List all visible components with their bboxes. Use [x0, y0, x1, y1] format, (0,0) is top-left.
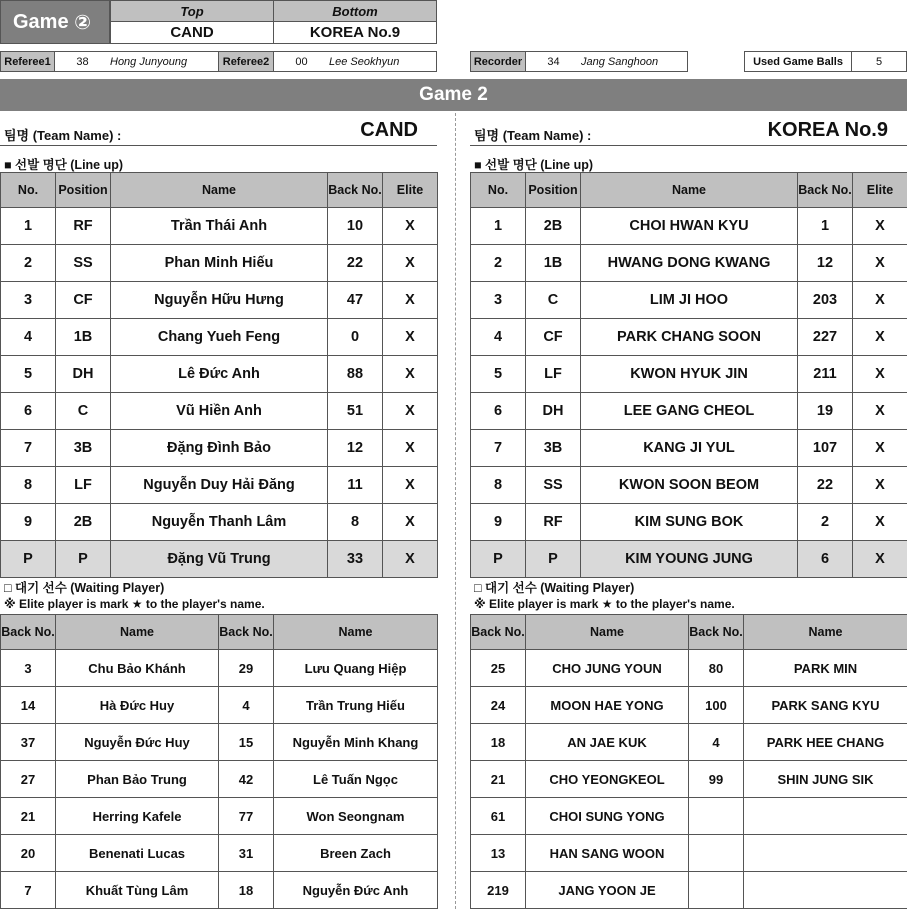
position: P — [56, 541, 111, 578]
col-back-no: Back No. — [219, 615, 274, 650]
col-name: Name — [526, 615, 689, 650]
col-back-no: Back No. — [1, 615, 56, 650]
batting-order: 9 — [1, 504, 56, 541]
batting-order: 3 — [471, 282, 526, 319]
player-name: Phan Bảo Trung — [56, 761, 219, 798]
batting-order: P — [471, 541, 526, 578]
referee1-no: 38 — [76, 55, 89, 68]
back-number: 1 — [798, 208, 853, 245]
back-number: 21 — [471, 761, 526, 798]
player-name: Phan Minh Hiếu — [111, 245, 328, 282]
waiting-row — [1, 872, 438, 909]
elite-mark: X — [853, 393, 907, 430]
lineup-row — [471, 541, 907, 578]
lineup-row — [1, 319, 438, 356]
position: C — [526, 282, 581, 319]
batting-order: 4 — [1, 319, 56, 356]
col-elite: Elite — [853, 173, 907, 208]
bottom-label: Bottom — [273, 0, 437, 22]
position: P — [526, 541, 581, 578]
col-position: Position — [526, 173, 581, 208]
elite-mark: X — [383, 356, 438, 393]
right-elite-note: ※ Elite player is mark ★ to the player's name. — [474, 597, 735, 611]
right-team-name: KOREA No.9 — [767, 119, 888, 141]
batting-order: 1 — [1, 208, 56, 245]
position: LF — [526, 356, 581, 393]
col-no: No. — [471, 173, 526, 208]
player-name: JANG YOON JE — [526, 872, 689, 909]
back-number: 61 — [471, 798, 526, 835]
back-number: 37 — [1, 724, 56, 761]
player-name: KWON HYUK JIN — [581, 356, 798, 393]
waiting-row — [471, 650, 907, 687]
batting-order: 9 — [471, 504, 526, 541]
back-number: 18 — [219, 872, 274, 909]
player-name: PARK CHANG SOON — [581, 319, 798, 356]
player-name: Lê Đức Anh — [111, 356, 328, 393]
elite-mark: X — [853, 245, 907, 282]
player-name: LEE GANG CHEOL — [581, 393, 798, 430]
player-name: Chang Yueh Feng — [111, 319, 328, 356]
lineup-row — [1, 356, 438, 393]
col-back-no: Back No. — [689, 615, 744, 650]
lineup-row — [1, 430, 438, 467]
player-name: MOON HAE YONG — [526, 687, 689, 724]
lineup-row — [1, 541, 438, 578]
player-name: Nguyễn Duy Hải Đăng — [111, 467, 328, 504]
elite-mark: X — [853, 467, 907, 504]
lineup-row — [1, 282, 438, 319]
player-name: Herring Kafele — [56, 798, 219, 835]
recorder-label: Recorder — [470, 51, 526, 72]
player-name: PARK MIN — [744, 650, 907, 687]
elite-mark: X — [383, 319, 438, 356]
back-number: 211 — [798, 356, 853, 393]
back-number: 27 — [1, 761, 56, 798]
player-name: AN JAE KUK — [526, 724, 689, 761]
elite-mark: X — [853, 208, 907, 245]
batting-order: 1 — [471, 208, 526, 245]
back-number: 227 — [798, 319, 853, 356]
back-number: 29 — [219, 650, 274, 687]
recorder-value — [525, 51, 688, 72]
top-label: Top — [110, 0, 274, 22]
elite-mark: X — [853, 282, 907, 319]
player-name: PARK SANG KYU — [744, 687, 907, 724]
player-name: KIM SUNG BOK — [581, 504, 798, 541]
left-team-name: CAND — [360, 119, 418, 141]
game-title — [0, 0, 110, 44]
top-team: CAND — [110, 21, 274, 44]
back-number: 22 — [798, 467, 853, 504]
recorder-no: 34 — [547, 55, 560, 68]
waiting-row — [1, 835, 438, 872]
batting-order: 3 — [1, 282, 56, 319]
back-number: 203 — [798, 282, 853, 319]
back-number: 4 — [219, 687, 274, 724]
back-number: 7 — [1, 872, 56, 909]
player-name: Lê Tuấn Ngọc — [274, 761, 438, 798]
batting-order: 6 — [471, 393, 526, 430]
elite-mark: X — [853, 504, 907, 541]
lineup-row — [1, 504, 438, 541]
back-number: 80 — [689, 650, 744, 687]
player-name: Won Seongnam — [274, 798, 438, 835]
waiting-row — [471, 798, 907, 835]
waiting-row — [1, 687, 438, 724]
position: SS — [526, 467, 581, 504]
back-number: 2 — [798, 504, 853, 541]
position: 2B — [526, 208, 581, 245]
lineup-row — [1, 393, 438, 430]
position: C — [56, 393, 111, 430]
position: SS — [56, 245, 111, 282]
player-name: Nguyễn Thanh Lâm — [111, 504, 328, 541]
batting-order: 7 — [471, 430, 526, 467]
position: 3B — [56, 430, 111, 467]
player-name — [744, 835, 907, 872]
referee2-no: 00 — [295, 55, 308, 68]
batting-order: 8 — [471, 467, 526, 504]
batting-order: 5 — [471, 356, 526, 393]
col-name: Name — [111, 173, 328, 208]
batting-order: 2 — [471, 245, 526, 282]
waiting-row — [471, 724, 907, 761]
player-name: KWON SOON BEOM — [581, 467, 798, 504]
elite-mark: X — [853, 356, 907, 393]
elite-mark: X — [853, 541, 907, 578]
back-number: 42 — [219, 761, 274, 798]
batting-order: 4 — [471, 319, 526, 356]
right-waiting-title: □ 대기 선수 (Waiting Player) — [474, 581, 635, 595]
waiting-row — [471, 835, 907, 872]
right-lineup-title: ■ 선발 명단 (Line up) — [474, 158, 594, 172]
left-elite-note: ※ Elite player is mark ★ to the player's name. — [4, 597, 265, 611]
position: RF — [526, 504, 581, 541]
col-back-no: Back No. — [328, 173, 383, 208]
left-lineup-title: ■ 선발 명단 (Line up) — [4, 158, 124, 172]
referee1-value — [54, 51, 219, 72]
lineup-row — [1, 245, 438, 282]
lineup-row — [471, 430, 907, 467]
player-name — [744, 872, 907, 909]
back-number: 107 — [798, 430, 853, 467]
back-number: 47 — [328, 282, 383, 319]
left-team-underline — [0, 145, 437, 146]
back-number: 77 — [219, 798, 274, 835]
lineup-row — [471, 319, 907, 356]
player-name: Lưu Quang Hiệp — [274, 650, 438, 687]
back-number — [689, 872, 744, 909]
col-position: Position — [56, 173, 111, 208]
back-number: 10 — [328, 208, 383, 245]
back-number: 3 — [1, 650, 56, 687]
waiting-row — [471, 761, 907, 798]
back-number: 12 — [798, 245, 853, 282]
player-name: Nguyễn Hữu Hưng — [111, 282, 328, 319]
batting-order: 8 — [1, 467, 56, 504]
player-name: Nguyễn Đức Anh — [274, 872, 438, 909]
col-elite: Elite — [383, 173, 438, 208]
position: DH — [56, 356, 111, 393]
lineup-row — [471, 356, 907, 393]
col-no: No. — [1, 173, 56, 208]
back-number: 20 — [1, 835, 56, 872]
back-number — [689, 835, 744, 872]
back-number: 4 — [689, 724, 744, 761]
left-team-name-label: 팀명 (Team Name) : — [4, 128, 122, 143]
col-back-no: Back No. — [798, 173, 853, 208]
player-name: HAN SANG WOON — [526, 835, 689, 872]
back-number: 21 — [1, 798, 56, 835]
player-name: PARK HEE CHANG — [744, 724, 907, 761]
player-name: Vũ Hiền Anh — [111, 393, 328, 430]
referee1-label: Referee1 — [0, 51, 55, 72]
elite-mark: X — [383, 208, 438, 245]
referee2-name: Lee Seokhyun — [329, 55, 400, 68]
left-waiting-title: □ 대기 선수 (Waiting Player) — [4, 581, 165, 595]
player-name: HWANG DONG KWANG — [581, 245, 798, 282]
lineup-row — [471, 393, 907, 430]
waiting-row — [1, 761, 438, 798]
player-name: Hà Đức Huy — [56, 687, 219, 724]
right-lineup-table — [470, 172, 907, 578]
lineup-row — [471, 504, 907, 541]
position: 3B — [526, 430, 581, 467]
player-name: Đặng Đình Bảo — [111, 430, 328, 467]
batting-order: 2 — [1, 245, 56, 282]
position: LF — [56, 467, 111, 504]
back-number: 33 — [328, 541, 383, 578]
waiting-row — [1, 724, 438, 761]
game-label: Game — [13, 10, 69, 33]
elite-mark: X — [383, 504, 438, 541]
back-number: 12 — [328, 430, 383, 467]
player-name: LIM JI HOO — [581, 282, 798, 319]
batting-order: 7 — [1, 430, 56, 467]
player-name: Nguyễn Minh Khang — [274, 724, 438, 761]
position: DH — [526, 393, 581, 430]
back-number: 88 — [328, 356, 383, 393]
left-lineup-table — [0, 172, 438, 578]
batting-order: 5 — [1, 356, 56, 393]
back-number: 15 — [219, 724, 274, 761]
referee2-value — [273, 51, 437, 72]
col-back-no: Back No. — [471, 615, 526, 650]
back-number: 19 — [798, 393, 853, 430]
player-name: CHO YEONGKEOL — [526, 761, 689, 798]
player-name: Breen Zach — [274, 835, 438, 872]
right-team-name-label: 팀명 (Team Name) : — [474, 128, 592, 143]
col-name: Name — [744, 615, 907, 650]
back-number: 99 — [689, 761, 744, 798]
lineup-row — [1, 208, 438, 245]
lineup-row — [471, 467, 907, 504]
back-number — [689, 798, 744, 835]
position: RF — [56, 208, 111, 245]
back-number: 0 — [328, 319, 383, 356]
back-number: 8 — [328, 504, 383, 541]
elite-mark: X — [853, 430, 907, 467]
player-name: CHO JUNG YOUN — [526, 650, 689, 687]
back-number: 18 — [471, 724, 526, 761]
elite-mark: X — [383, 430, 438, 467]
back-number: 14 — [1, 687, 56, 724]
elite-mark: X — [383, 245, 438, 282]
referee1-name: Hong Junyoung — [110, 55, 188, 68]
player-name: Chu Bảo Khánh — [56, 650, 219, 687]
game-banner: Game 2 — [0, 79, 907, 111]
player-name: Khuất Tùng Lâm — [56, 872, 219, 909]
position: 2B — [56, 504, 111, 541]
player-name: Nguyễn Đức Huy — [56, 724, 219, 761]
player-name: KANG JI YUL — [581, 430, 798, 467]
elite-mark: X — [853, 319, 907, 356]
back-number: 25 — [471, 650, 526, 687]
elite-mark: X — [383, 393, 438, 430]
back-number: 22 — [328, 245, 383, 282]
balls-value: 5 — [851, 51, 907, 72]
elite-mark: X — [383, 467, 438, 504]
back-number: 51 — [328, 393, 383, 430]
position: CF — [56, 282, 111, 319]
position: 1B — [56, 319, 111, 356]
position: 1B — [526, 245, 581, 282]
back-number: 100 — [689, 687, 744, 724]
col-name: Name — [581, 173, 798, 208]
waiting-row — [1, 650, 438, 687]
waiting-row — [471, 872, 907, 909]
lineup-row — [471, 282, 907, 319]
player-name — [744, 798, 907, 835]
back-number: 13 — [471, 835, 526, 872]
game-number: ② — [74, 11, 92, 34]
back-number: 6 — [798, 541, 853, 578]
back-number: 31 — [219, 835, 274, 872]
batting-order: P — [1, 541, 56, 578]
waiting-row — [1, 798, 438, 835]
player-name: Đặng Vũ Trung — [111, 541, 328, 578]
balls-label: Used Game Balls — [744, 51, 852, 72]
lineup-row — [471, 208, 907, 245]
back-number: 11 — [328, 467, 383, 504]
recorder-name: Jang Sanghoon — [581, 55, 659, 68]
col-name: Name — [274, 615, 438, 650]
player-name: Trần Trung Hiếu — [274, 687, 438, 724]
left-waiting-table — [0, 614, 438, 909]
player-name: Trần Thái Anh — [111, 208, 328, 245]
player-name: CHOI HWAN KYU — [581, 208, 798, 245]
player-name: Benenati Lucas — [56, 835, 219, 872]
referee2-label: Referee2 — [218, 51, 274, 72]
player-name: CHOI SUNG YONG — [526, 798, 689, 835]
player-name: KIM YOUNG JUNG — [581, 541, 798, 578]
column-divider — [455, 113, 456, 909]
lineup-row — [1, 467, 438, 504]
lineup-row — [471, 245, 907, 282]
right-waiting-table — [470, 614, 907, 909]
waiting-row — [471, 687, 907, 724]
player-name: SHIN JUNG SIK — [744, 761, 907, 798]
bottom-team: KOREA No.9 — [273, 21, 437, 44]
position: CF — [526, 319, 581, 356]
col-name: Name — [56, 615, 219, 650]
elite-mark: X — [383, 541, 438, 578]
right-team-underline — [470, 145, 907, 146]
back-number: 24 — [471, 687, 526, 724]
batting-order: 6 — [1, 393, 56, 430]
back-number: 219 — [471, 872, 526, 909]
elite-mark: X — [383, 282, 438, 319]
